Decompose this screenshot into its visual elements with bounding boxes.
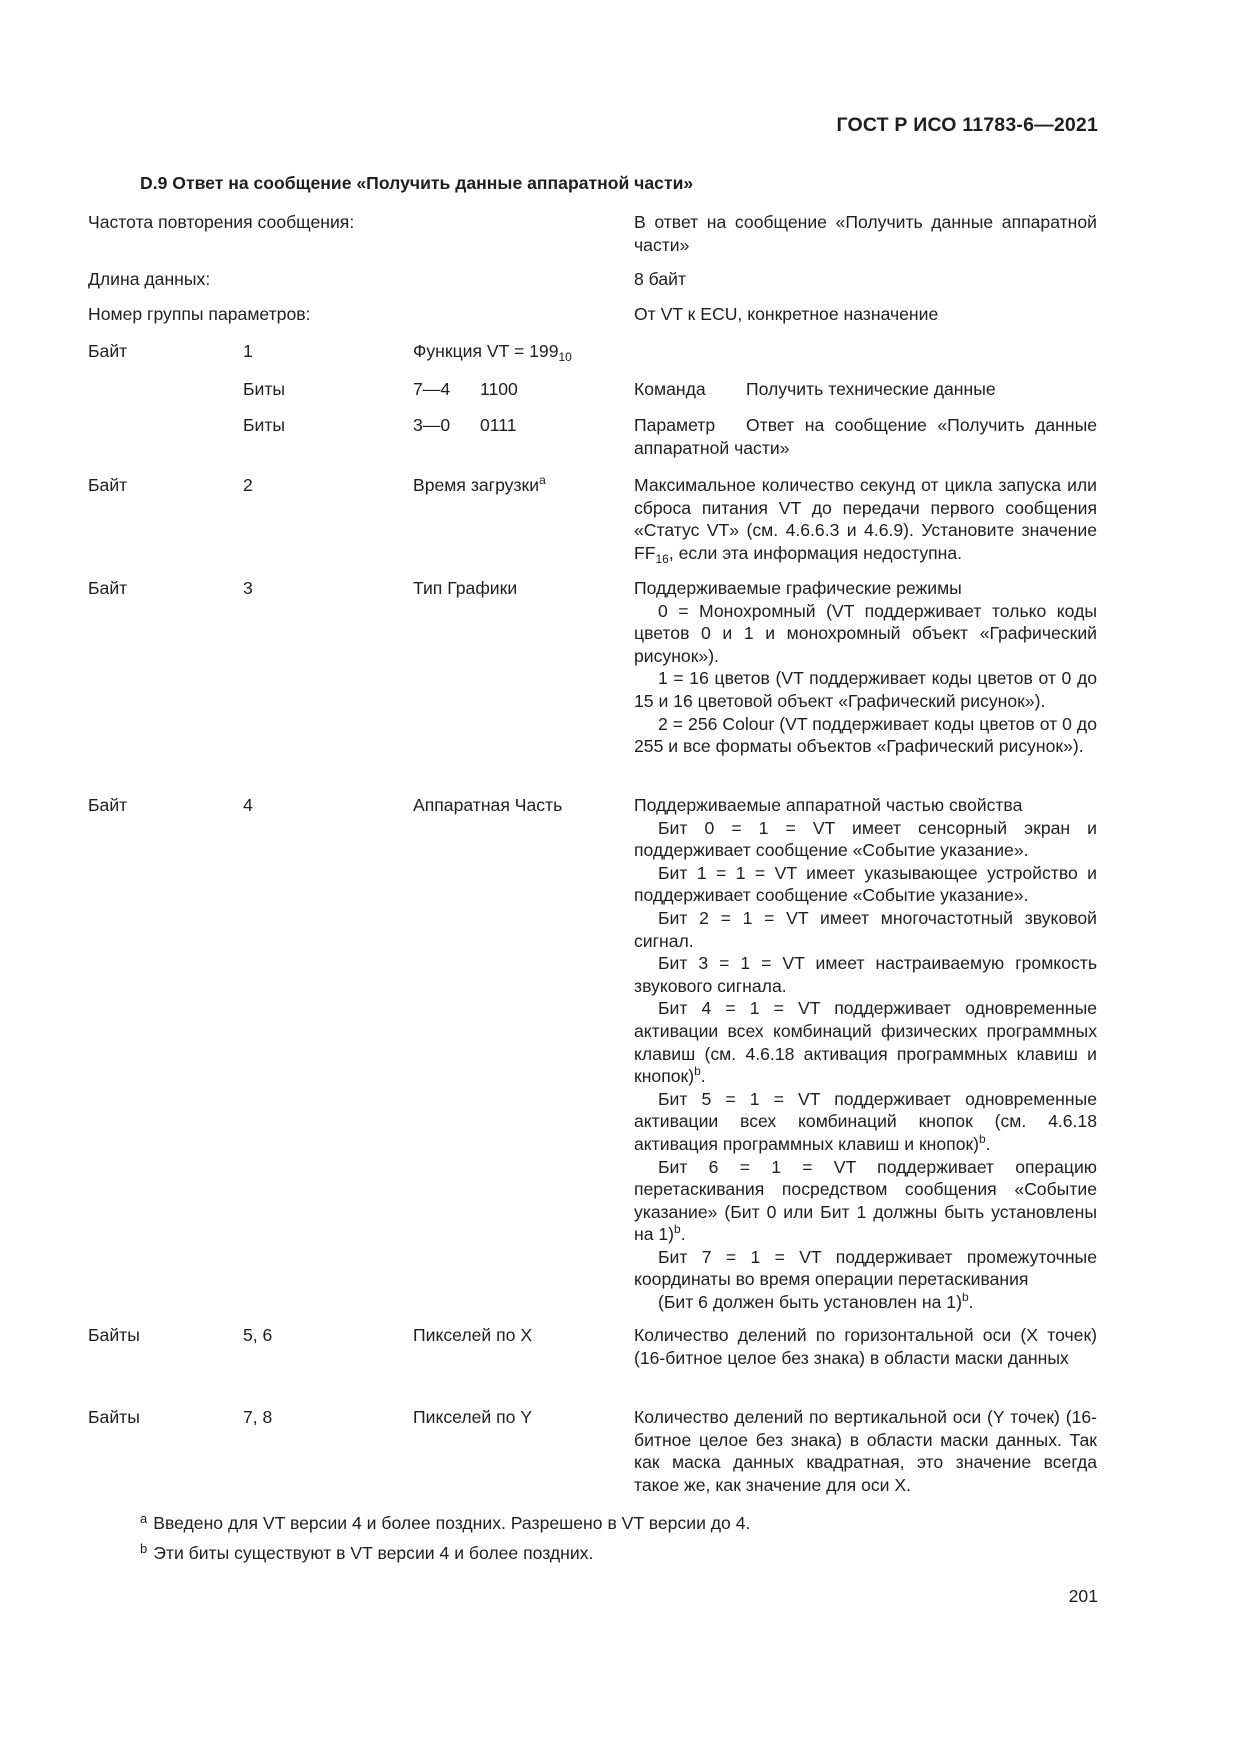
byte56-kind: Байты <box>88 1325 140 1345</box>
page-number: 201 <box>1068 1586 1098 1606</box>
byte1-bits-range-2: 3—0 <box>413 415 451 435</box>
footnote-a <box>140 1508 750 1535</box>
byte4-bit-7-footnote-ref: b <box>961 1290 969 1305</box>
byte4-bit-7: Бит 7 = 1 = VT поддерживает промежуточные координаты во время операции перетаскивания <box>634 1246 1097 1290</box>
meta-label-pgn: Номер группы параметров: <box>88 304 311 324</box>
byte1-parameter-label: Параметр <box>634 415 716 435</box>
footnote-a-mark: a <box>140 1511 148 1526</box>
byte4-bit-5-footnote-ref: b <box>979 1131 986 1146</box>
byte1-parameter-desc: Ответ на сообщение «Получить данные аппаратной части» <box>634 415 1097 458</box>
meta-label-data-length: Длина данных: <box>88 269 211 289</box>
byte4-bit-6-footnote-ref: b <box>674 1222 681 1237</box>
byte4-bit-2: Бит 2 = 1 = VT имеет многочастотный звуковой сигнал. <box>634 907 1097 951</box>
meta-value-repetition: В ответ на сообщение «Получить данные аппаратной части» <box>634 212 1097 255</box>
byte4-index: 4 <box>243 795 253 815</box>
byte3-desc-title: Поддерживаемые графические режимы <box>634 578 962 598</box>
byte3-mode-1: 1 = 16 цветов (VT поддерживает коды цветов от 0 до 15 и 16 цветовой объект «Графический рисунок»). <box>634 668 1097 711</box>
byte1-bits-kind-2: Биты <box>243 415 286 435</box>
footnote-b-text: Эти биты существуют в VT версии 4 и более поздних. <box>153 1543 594 1563</box>
byte1-bits-range: 7—4 <box>413 379 451 399</box>
byte2-footnote-ref: a <box>539 473 546 487</box>
byte1-bits-value-2: 0111 <box>480 415 517 435</box>
byte3-kind: Байт <box>88 578 128 598</box>
byte4-bit-5: Бит 5 = 1 = VT поддерживает одновременные активации всех комбинаций кнопок (см. 4.6.18 активация программных клавиш и кнопок)$^b$. <box>634 1088 1097 1154</box>
footnote-a-text: Введено для VT версии 4 и более поздних. Разрешено в VT версии до 4. <box>153 1513 751 1533</box>
document-header: ГОСТ Р ИСО 11783-6—2021 <box>836 114 1098 136</box>
byte1-kind: Байт <box>88 341 128 361</box>
byte78-kind: Байты <box>88 1407 140 1427</box>
byte2-kind: Байт <box>88 475 128 495</box>
byte1-name: Функция VT = $199_{10}$ <box>413 341 572 364</box>
byte56-name: Пикселей по X <box>413 1325 533 1345</box>
byte2-index: 2 <box>243 475 253 495</box>
byte4-bit-0: Бит 0 = 1 = VT имеет сенсорный экран и поддерживает сообщение «Событие указание». <box>634 817 1097 861</box>
byte78-description: Количество делений по вертикальной оси (Y точек) (16-битное целое без знака) в области маски данных. Так как маска данных квадратная, это значение всегда такое же, как значение для оси X. <box>634 1407 1097 1495</box>
byte3-description <box>634 577 1097 758</box>
byte4-bit-3: Бит 3 = 1 = VT имеет настраиваемую громкость звукового сигнала. <box>634 953 1097 996</box>
byte78-index: 7, 8 <box>243 1407 273 1427</box>
byte2-description: Максимальное количество секунд от цикла запуска или сброса питания VT до передачи первого сообщения «Статус VT» (см. 4.6.6.3 и 4.6.9). Установите значение $FF_{16}$, если эта информация недоступна. <box>634 475 1097 566</box>
footnote-b-mark: b <box>140 1541 148 1556</box>
byte1-bits-kind: Биты <box>243 379 286 399</box>
byte3-mode-2: 2 = 256 Colour (VT поддерживает коды цветов от 0 до 255 и все форматы объектов «Графический рисунок»). <box>634 713 1097 757</box>
byte3-name: Тип Графики <box>413 578 518 598</box>
section-title: D.9 Ответ на сообщение «Получить данные аппаратной части» <box>140 173 694 193</box>
byte1-bits-value: 1100 <box>480 379 518 399</box>
byte4-bit-1: Бит 1 = 1 = VT имеет указывающее устройство и поддерживает сообщение «Событие указание». <box>634 862 1097 906</box>
byte4-description <box>634 794 1097 1314</box>
byte1-command-label: Команда <box>634 379 706 399</box>
byte1-name-subscript: 10 <box>558 350 572 364</box>
byte56-index: 5, 6 <box>243 1325 273 1345</box>
byte4-bit-4-footnote-ref: b <box>694 1064 701 1079</box>
meta-label-repetition: Частота повторения сообщения: <box>88 212 355 232</box>
byte4-kind: Байт <box>88 795 128 815</box>
byte78-name: Пикселей по Y <box>413 1407 533 1427</box>
byte2-name: Время загрузки$^a$ <box>413 473 546 495</box>
meta-value-data-length: 8 байт <box>634 269 687 289</box>
footnote-b <box>140 1538 593 1565</box>
byte2-desc-subscript: 16 <box>655 551 669 566</box>
byte4-bit-4: Бит 4 = 1 = VT поддерживает одновременные активации всех комбинаций физических программных клавиш (см. 4.6.18 активация программных клавиш и кнопок)$^b$. <box>634 998 1097 1087</box>
byte3-mode-0: 0 = Монохромный (VT поддерживает только коды цветов 0 и 1 и монохромный объект «Графический рисунок»). <box>634 600 1097 666</box>
byte4-bit-7-note: (Бит 6 должен быть установлен на 1)$^b$. <box>658 1290 974 1313</box>
byte4-bit-6: Бит 6 = 1 = VT поддерживает операцию перетаскивания посредством сообщения «Событие указание» (Бит 0 или Бит 1 должны быть установлены на 1)$^b$. <box>634 1156 1097 1245</box>
byte1-command-desc: Получить технические данные <box>746 379 996 399</box>
byte1-parameter-block <box>634 414 1097 459</box>
meta-value-pgn: От VT к ECU, конкретное назначение <box>634 304 939 324</box>
byte1-index: 1 <box>243 341 253 361</box>
byte4-name: Аппаратная Часть <box>413 795 563 815</box>
byte3-index: 3 <box>243 578 253 598</box>
byte4-desc-title: Поддерживаемые аппаратной частью свойства <box>634 795 1023 815</box>
byte56-description: Количество делений по горизонтальной оси (X точек) (16-битное целое без знака) в области маски данных <box>634 1325 1097 1368</box>
